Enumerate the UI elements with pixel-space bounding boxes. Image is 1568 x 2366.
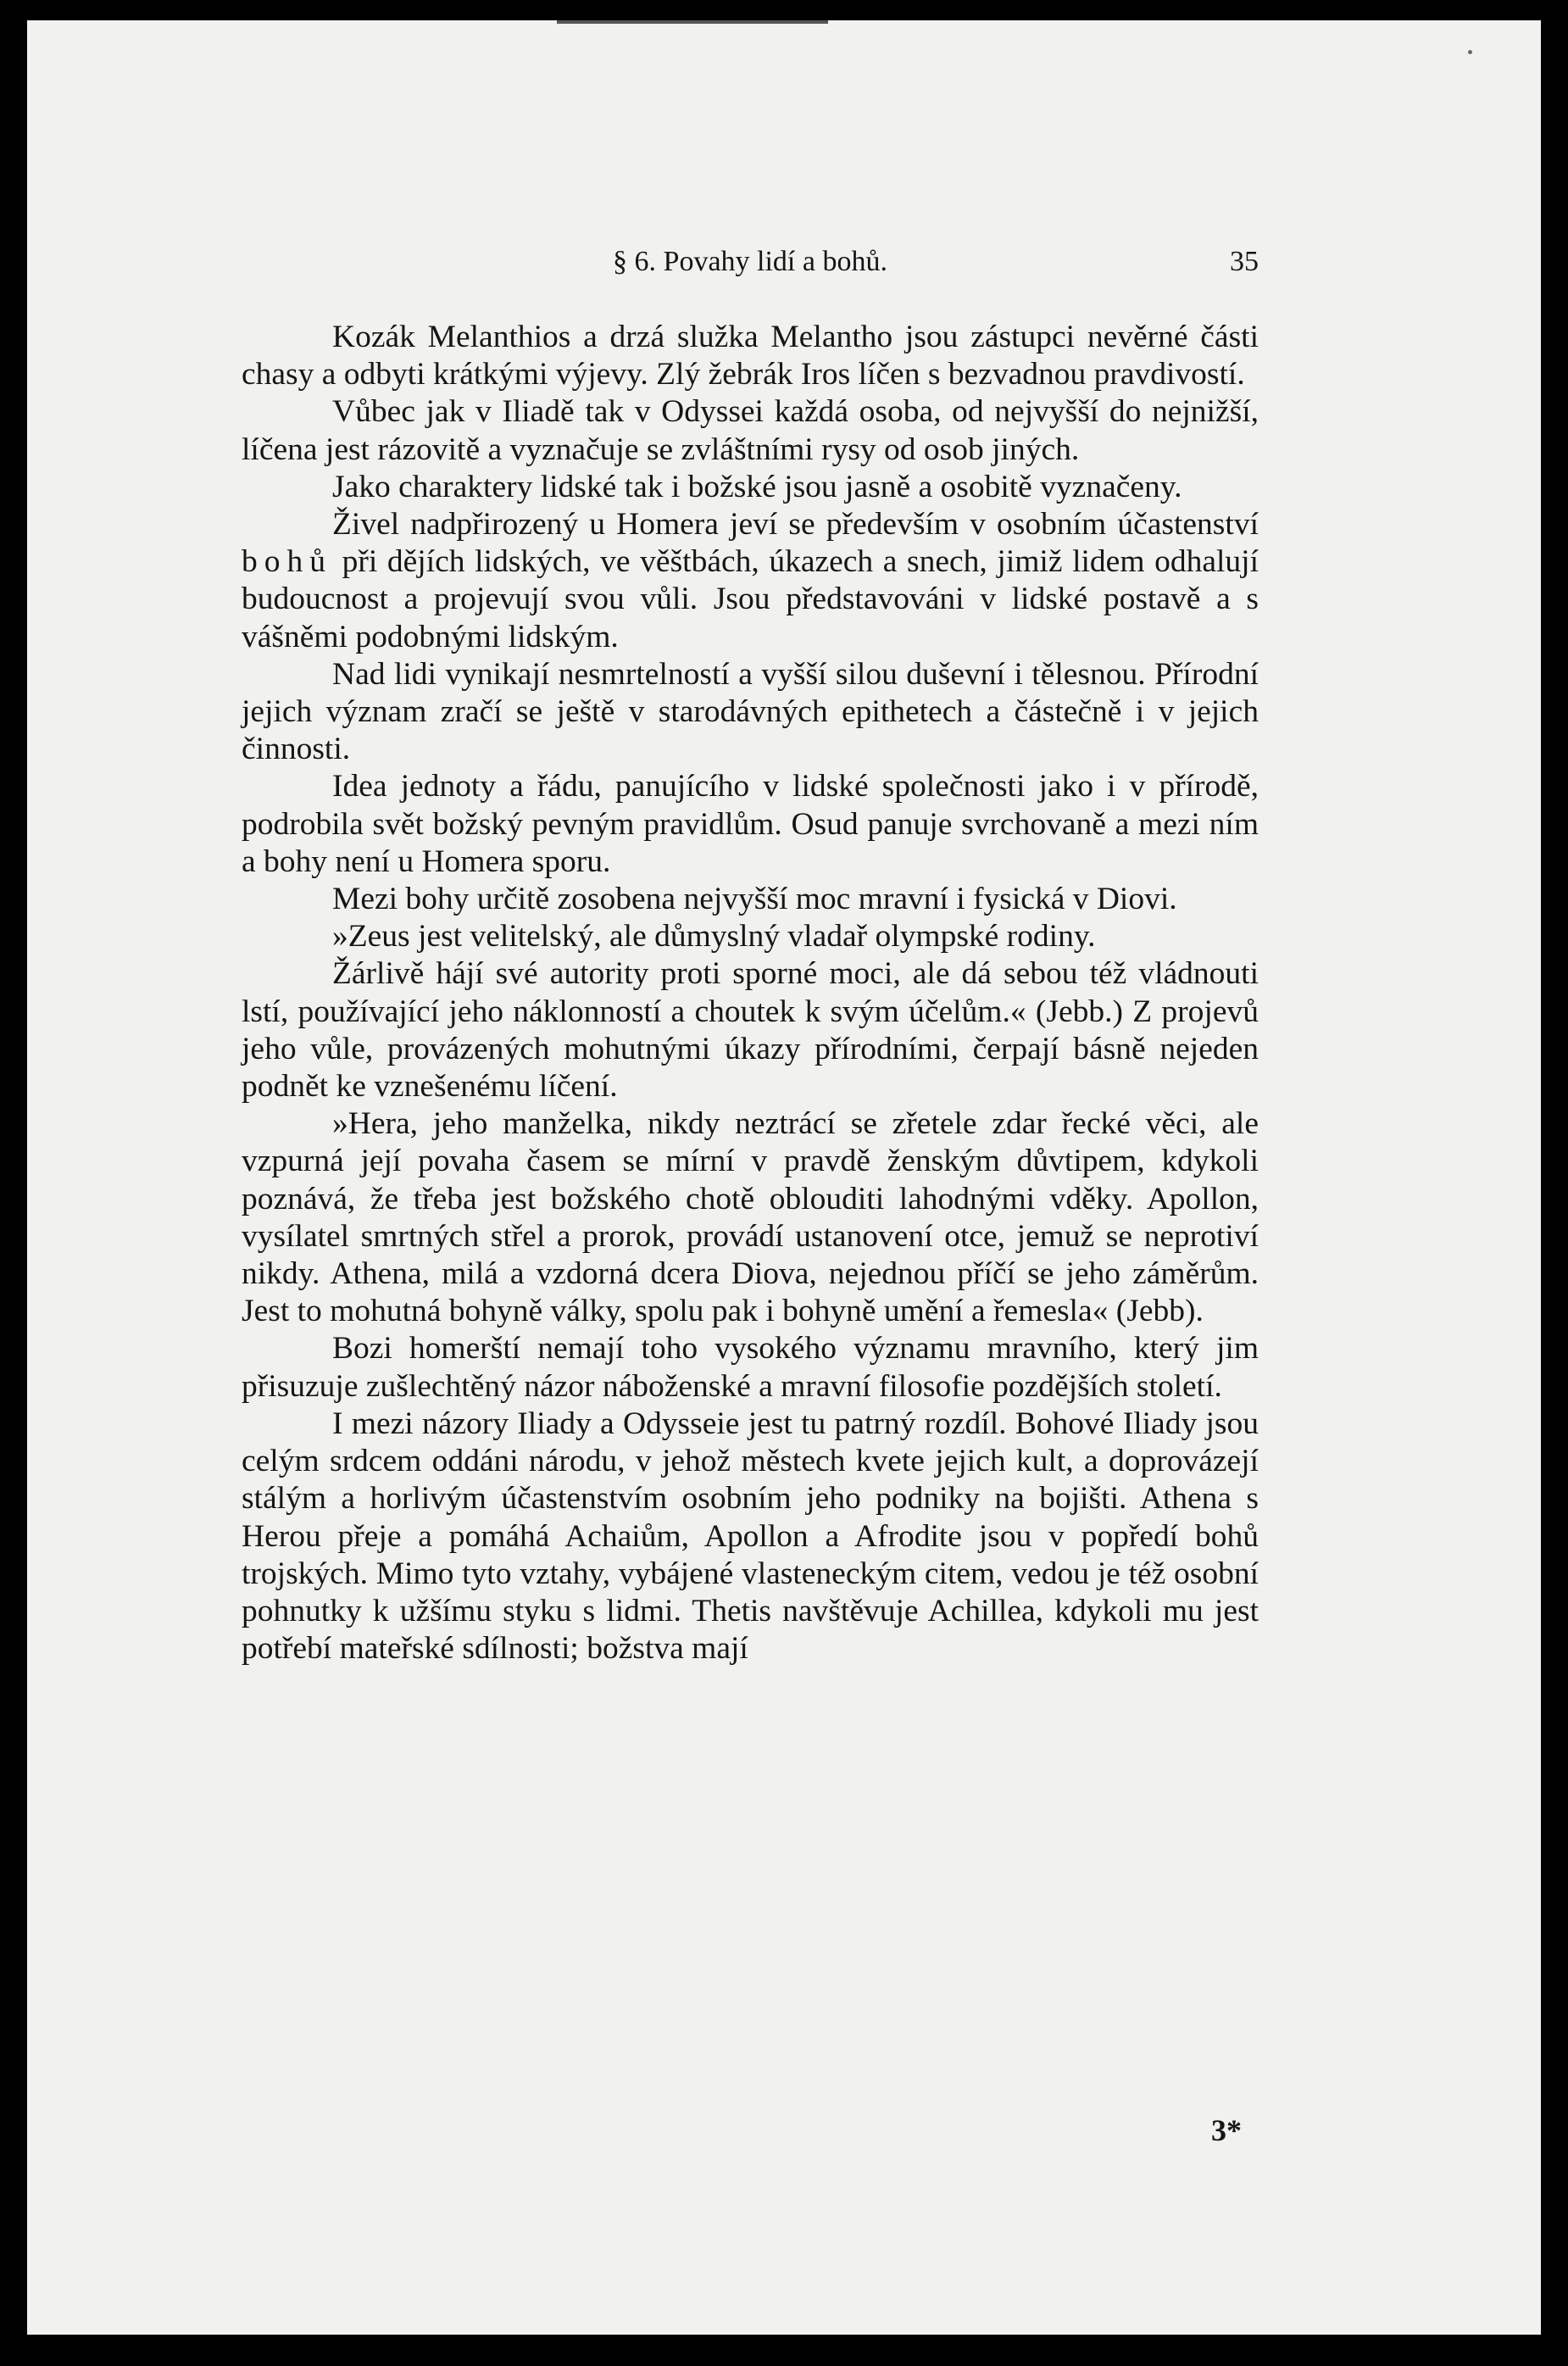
paragraph: Jako charaktery lidské tak i božské jsou jasně a osobitě vyznačeny. (332, 469, 1182, 504)
body-text (242, 319, 1259, 1667)
paragraph: »Hera, jeho manželka, nikdy neztrácí se zřetele zdar řecké věci, ale vzpurná její povaha časem se mírní v pravdě ženským důvtipem, kdykoli poznává, že třeba jest božského chotě oblouditi lahodnými vděky. Apollon, vysílatel smrtných střel a prorok, provádí ustanovení otce, jemuž se neprotiví nikdy. Athena, milá a vzdorná dcera Diova, nejednou příčí se jeho záměrům. Jest to mohutná bohyně války, spolu pak i bohyně umění a řemesla« (Jebb). (242, 1106, 1259, 1329)
paragraph: Mezi bohy určitě zosobena nejvyšší moc mravní i fysická v Diovi. (332, 882, 1177, 917)
emphasized-word: bohů (242, 544, 332, 580)
page-edge-mark (557, 20, 828, 24)
paragraph: Žárlivě hájí své autority proti sporné moci, ale dá sebou též vládnouti lstí, používající jeho náklonností a choutek k svým účelům.« (Jebb.) Z projevů jeho vůle, provázených mohutnými úkazy přírodními, čerpají básně nejeden podnět ke vznešenému líčení. (242, 956, 1259, 1105)
paragraph-text: při dějích lidských, ve věštbách, úkazech a snech, jimiž lidem odhalují budoucnost a projevují svou vůli. Jsou představováni v lidské postavě a s vášněmi podobnými lidským. (242, 544, 1259, 654)
paragraph: Nad lidi vynikají nesmrtelností a vyšší silou duševní i tělesnou. Přírodní jejich význam zračí se ještě v starodávných epithetech a částečně i v jejich činnosti. (242, 656, 1259, 767)
paragraph: Kozák Melanthios a drzá služka Melantho jsou zástupci nevěrné části chasy a odbyti krátkými výjevy. Zlý žebrák Iros líčen s bezvadnou pravdivostí. (242, 320, 1259, 392)
paragraph-text: Živel nadpřirozený u Homera jeví se především v osobním účastenství (332, 507, 1259, 543)
book-page (27, 20, 1541, 2335)
signature-mark: 3* (1211, 2113, 1242, 2147)
paragraph: »Zeus jest velitelský, ale důmyslný vladař olympské rodiny. (332, 919, 1096, 955)
paragraph (242, 506, 1259, 656)
paragraph: Idea jednoty a řádu, panujícího v lidské společnosti jako i v přírodě, podrobila svět božský pevným pravidlům. Osud panuje svrchovaně a mezi ním a bohy není u Homera sporu. (242, 769, 1259, 879)
page-number: 35 (1230, 246, 1259, 277)
paragraph: Vůbec jak v Iliadě tak v Odyssei každá osoba, od nejvyšší do nejnižší, líčena jest rázovitě a vyznačuje se zvláštními rysy od osob jiných. (242, 394, 1259, 467)
paragraph: I mezi názory Iliady a Odysseie jest tu patrný rozdíl. Bohové Iliady jsou celým srdcem oddáni národu, v jehož městech kvete jejich kult, a doprovázejí stálým a horlivým účastenstvím osobním jeho podniky na bojišti. Athena s Herou přeje a pomáhá Achaiům, Apollon a Afrodite jsou v popředí bohů trojských. Mimo tyto vztahy, vybájené vlasteneckým citem, vedou je též osobní pohnutky k užšímu styku s lidmi. Thetis navštěvuje Achillea, kdykoli mu jest potřebí mateřské sdílnosti; božstva mají (242, 1406, 1259, 1667)
section-title: § 6. Povahy lidí a bohů. (613, 246, 887, 277)
running-header (242, 239, 1259, 283)
paragraph: Bozi homerští nemají toho vysokého významu mravního, který jim přisuzuje zušlechtěný názor náboženské a mravní filosofie pozdějších století. (242, 1331, 1259, 1404)
paper-speck (1468, 50, 1472, 54)
